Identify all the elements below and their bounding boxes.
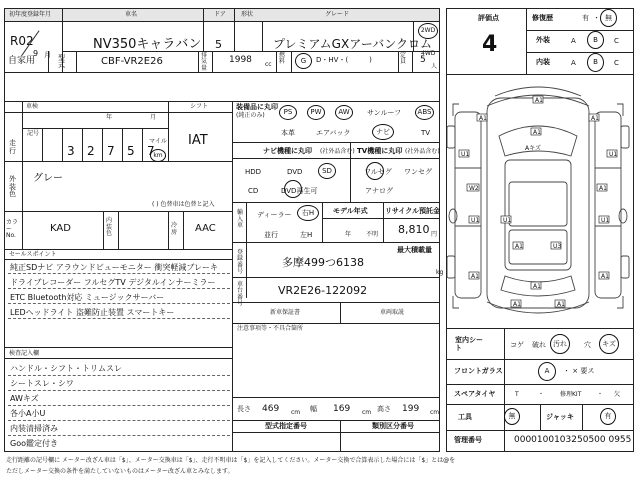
diagram-label-left-fender: U1 xyxy=(461,151,470,158)
first-reg-month-unit: 月 xyxy=(44,51,51,59)
height-value: 199 xyxy=(402,404,420,414)
displacement-unit: cc xyxy=(265,61,272,68)
shift-label: シフト xyxy=(190,103,209,110)
km-circle: km xyxy=(150,149,166,162)
navi-sd-circle: SD xyxy=(318,163,336,179)
model-code: CBF-VR2E26 xyxy=(101,56,163,67)
tools-label: 工具 xyxy=(458,413,472,421)
model-year-label: モデル年式 xyxy=(333,207,368,215)
seat-item-hole: 穴 xyxy=(584,341,591,349)
navi-cd: CD xyxy=(248,187,259,195)
tools-none-circle: 無 xyxy=(504,408,520,425)
width-value: 169 xyxy=(333,404,351,414)
new-car-warranty: 新車保証書 xyxy=(270,309,301,316)
doors-label: ドア xyxy=(214,11,226,18)
exterior-note: ( ) 色替車は色替と記入 xyxy=(152,201,215,208)
navi-title: ナビ機種に丸印 xyxy=(263,147,312,155)
equip-abs-circle: ABS xyxy=(415,105,434,120)
height-label: 高さ xyxy=(377,405,391,413)
diagram-interior-note: Aキズ xyxy=(525,145,541,152)
color-no-value: KAD xyxy=(50,223,71,234)
inspector-notes-label: 検査記入欄 xyxy=(9,350,40,357)
sales-point-line-3: ETC Bluetooth対応 ミュージックサーバー xyxy=(10,293,165,302)
mile-label: マイル xyxy=(149,138,167,145)
import-right-h-circle: 右H xyxy=(297,205,319,221)
diagram-label-roof-rear: U3 xyxy=(553,243,562,250)
tv-title: TV機種に丸印 xyxy=(357,147,403,155)
width-label: 幅 xyxy=(310,405,317,413)
diagram-label-rear-right: A1 xyxy=(601,273,609,280)
mileage-digit-4: 5 xyxy=(127,144,135,158)
mileage-digit-5: 7 xyxy=(147,144,155,158)
record-label: 記号 xyxy=(27,130,40,137)
first-reg-label: 初年度登録年月 xyxy=(9,11,52,18)
import-left-h: 左H xyxy=(300,231,313,239)
diagram-label-front-right: A1 xyxy=(591,115,599,122)
spare-tire-sep2: ・ xyxy=(597,391,604,398)
mileage-label: 走行 xyxy=(9,139,16,155)
plate-value: 多摩499つ6138 xyxy=(282,256,364,269)
interior-grade-a: A xyxy=(571,59,576,67)
ac-label: 冷房 xyxy=(171,222,178,236)
tv-oneseg: ワンセグ xyxy=(404,168,432,176)
fuel-other: D・HV・( ) xyxy=(316,56,372,64)
tv-fullseg: フルセグ xyxy=(364,168,392,176)
drive-2wd-circle: 2WD xyxy=(418,23,438,39)
chassis-label: 車台番号 xyxy=(237,281,244,307)
equip-aw-circle: AW xyxy=(335,105,353,120)
doors-value: 5 xyxy=(215,38,222,51)
exterior-color: グレー xyxy=(33,173,63,184)
chassis-value: VR2E26-122092 xyxy=(278,284,368,297)
diagram-label-right-door: A1 xyxy=(599,185,607,192)
navi-note: (社外品含む) xyxy=(320,148,355,155)
navi-hdd: HDD xyxy=(245,168,262,176)
sales-point-line-4: LEDヘッドライト 盗難防止装置 スマートキー xyxy=(10,308,175,317)
model-year-unknown: 不明 xyxy=(366,231,379,238)
inspector-line-2: シートスレ・シワ xyxy=(10,379,74,388)
diagram-label-rear-left: A1 xyxy=(471,273,479,280)
footer-line-1: 走行距離の記号欄に メーター改ざん車は「$」、メーター交換車は「$」、走行不明車は「$」を記入してください。メーター交換で合算表示した場合には「$」とは@を xyxy=(6,457,456,464)
capacity-value: 5 xyxy=(420,55,426,65)
repair-sep: ・ xyxy=(593,14,600,22)
first-reg-year: R02 xyxy=(10,34,34,48)
seat-item-dirt-circle: 汚れ xyxy=(550,334,570,354)
front-glass-a-circle: A xyxy=(538,362,556,381)
sales-point-line-2: ドライブレコーダー フルセグTV デジタルインナーミラー xyxy=(10,278,216,287)
spare-tire-sep1: ・ xyxy=(538,391,545,398)
drive-4wd: 4WD xyxy=(421,50,436,57)
plate-label: 登録番号 xyxy=(237,249,244,275)
grade-value: プレミアムGXアーバンクロム xyxy=(273,37,433,51)
seat-label: 室内シート xyxy=(455,336,483,353)
inspector-line-6: Goo鑑定付き xyxy=(10,439,58,448)
seat-item-burn: コゲ xyxy=(510,341,524,349)
recycle-value: 8,810 xyxy=(398,223,430,236)
type-label: 型式 xyxy=(58,54,65,70)
fuel-label: 燃料 xyxy=(279,52,286,66)
type-designation-label: 型式指定番号 xyxy=(265,422,307,430)
diagram-label-right-slide: U1 xyxy=(601,217,610,224)
sales-point-line-1: 純正SDナビ アラウンドビューモニター 衝突軽減ブレーキ xyxy=(10,263,219,272)
seat-item-scratch-circle: キズ xyxy=(599,334,619,354)
diagram-label-front-left: A1 xyxy=(479,115,487,122)
displacement-value: 1998 xyxy=(229,55,252,65)
equipment-subtitle: (純正のみ) xyxy=(236,112,265,119)
recycle-label: リサイクル預託金 xyxy=(385,207,441,215)
diagram-label-hood: A1 xyxy=(533,129,541,136)
model-year-unit: 年 xyxy=(345,231,352,238)
inspector-line-1: ハンドル・シフト・トリムスレ xyxy=(10,364,122,373)
inspection-label: 車検 xyxy=(26,103,39,110)
navi-dvd-play: DVD再生可 xyxy=(281,187,318,195)
diagram-label-rear-bumper-left: A1 xyxy=(513,301,521,308)
usage-value: 自家用 xyxy=(8,56,36,66)
front-glass-rest: ・ × 要ス xyxy=(563,367,595,375)
import-dealer: ディーラー xyxy=(257,211,292,219)
spare-tire-missing: 欠 xyxy=(614,391,621,398)
grade-label: グレード xyxy=(325,11,350,18)
equip-sunroof: サンルーフ xyxy=(367,109,402,117)
exterior-grade-label: 外装 xyxy=(536,36,550,44)
inspection-year-unit: 年 xyxy=(106,114,113,121)
import-parallel: 並行 xyxy=(264,231,278,239)
diagram-label-right-fender: U1 xyxy=(609,151,618,158)
diagram-label-rear-window: A1 xyxy=(533,283,541,290)
exterior-grade-c: C xyxy=(614,37,619,45)
width-unit: cm xyxy=(362,409,372,416)
diagram-label-left-slide: U1 xyxy=(471,217,480,224)
interior-color-label: 内装色 xyxy=(106,217,113,238)
interior-grade-c: C xyxy=(614,59,619,67)
equip-airbag: エアバック xyxy=(316,129,351,137)
diagram-label-left-pillar: U1 xyxy=(503,217,512,224)
front-glass-label: フロントガラス xyxy=(454,367,503,375)
mileage-digit-1: 3 xyxy=(67,144,75,158)
exterior-grade-b-circle: B xyxy=(587,31,604,49)
score-value: 4 xyxy=(482,32,498,57)
capacity-unit: 人 xyxy=(431,63,438,70)
control-number-label: 管理番号 xyxy=(454,436,482,444)
inspector-line-5: 内装清掃済み xyxy=(10,424,58,433)
class-number-label: 類別区分番号 xyxy=(372,422,414,430)
spare-tire-label: スペアタイヤ xyxy=(454,390,496,398)
tv-fullseg-circle xyxy=(366,162,384,180)
spare-tire-t: T xyxy=(515,391,519,398)
equip-ps-circle: PS xyxy=(279,105,297,120)
notes-label: 注意事項等・不具合箇所 xyxy=(237,325,304,332)
shape-label: 形状 xyxy=(241,11,254,18)
seat-item-tear: 破れ xyxy=(532,341,546,349)
repair-label: 修復歴 xyxy=(532,14,553,22)
sales-points-label: セールスポイント xyxy=(9,251,57,258)
recycle-unit: 円 xyxy=(431,231,438,238)
height-unit: cm xyxy=(430,409,440,416)
navi-dvd: DVD xyxy=(287,168,303,176)
interior-grade-b-circle: B xyxy=(587,53,604,72)
first-reg-month: 9 xyxy=(33,49,39,58)
vehicle-manual: 車両取説 xyxy=(380,309,405,316)
inspector-line-4: 各小A小U xyxy=(10,409,46,418)
diagram-label-front-bumper: A1 xyxy=(535,97,543,104)
car-name: NV350キャラバン xyxy=(93,37,202,52)
tv-note: (社外品含む) xyxy=(405,148,440,155)
repair-yes: 有 xyxy=(582,14,589,22)
max-load-unit: kg xyxy=(436,269,444,276)
inspection-month-unit: 月 xyxy=(150,114,157,121)
equip-pw-circle: PW xyxy=(307,105,325,120)
mileage-digit-2: 2 xyxy=(87,144,95,158)
repair-no-circle: 無 xyxy=(600,9,617,27)
score-label: 評価点 xyxy=(478,14,499,22)
equip-leather: 本革 xyxy=(281,129,295,137)
car-damage-diagram xyxy=(447,76,633,328)
length-value: 469 xyxy=(262,404,280,414)
length-label: 長さ xyxy=(237,405,251,413)
control-number-value: 0000100103250500 0955 xyxy=(514,435,632,445)
diagram-label-roof-mid: A1 xyxy=(515,243,523,250)
footer-line-2: ただしメーター交換の条件を満たしていないものはメーター改ざん車とみなします。 xyxy=(6,468,234,475)
exterior-label: 外装色 xyxy=(9,175,16,199)
navi-dvd-play-circle xyxy=(284,180,302,198)
diagram-label-left-door: W2 xyxy=(469,185,479,192)
equip-tv: TV xyxy=(421,129,431,137)
ac-value: AAC xyxy=(195,223,216,234)
import-label: 輸入車 xyxy=(237,209,244,230)
exterior-grade-a: A xyxy=(571,37,576,45)
equip-navi-circle: ナビ xyxy=(372,124,394,140)
diagram-label-rear-bumper-right: A1 xyxy=(557,301,565,308)
tv-analog: アナログ xyxy=(365,187,393,195)
capacity-label: 定員 xyxy=(400,52,407,66)
fuel-g-circle: G xyxy=(295,53,312,69)
shift-value: IAT xyxy=(188,133,208,148)
spare-tire-kit: 修理KIT xyxy=(560,391,582,398)
length-unit: cm xyxy=(291,409,301,416)
max-load-label: 最大積載量 xyxy=(397,246,432,254)
jack-label: ジャッキ xyxy=(546,413,574,421)
jack-value-circle: 有 xyxy=(600,408,616,425)
displacement-label: 排気量 xyxy=(201,52,208,72)
equipment-title: 装備品に丸印 xyxy=(236,103,278,111)
inspector-line-3: AWキズ xyxy=(10,394,39,403)
car-name-label: 車名 xyxy=(125,11,138,18)
mileage-digit-3: 7 xyxy=(107,144,115,158)
color-no-label: カラーNo. xyxy=(6,219,19,240)
interior-grade-label: 内装 xyxy=(536,58,550,66)
